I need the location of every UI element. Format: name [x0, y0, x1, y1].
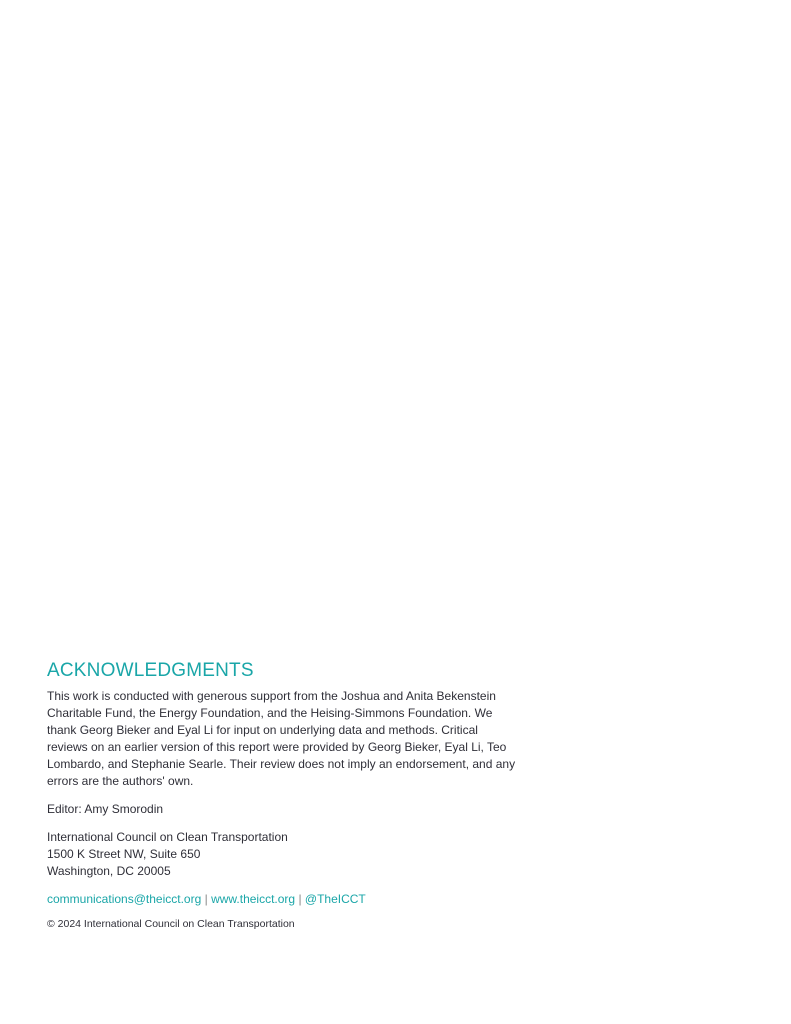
acknowledgments-paragraph — [47, 688, 567, 790]
email-link[interactable]: communications@theicct.org — [47, 892, 202, 906]
paragraph-line: reviews on an earlier version of this report were provided by Georg Bieker, Eyal Li, Teo — [47, 740, 507, 754]
social-link[interactable]: @TheICCT — [304, 892, 366, 906]
separator: | — [204, 892, 208, 906]
acknowledgments-heading: ACKNOWLEDGMENTS — [47, 660, 254, 681]
paragraph-line: errors are the authors' own. — [47, 774, 194, 788]
mailing-address — [47, 829, 567, 880]
paragraph-line: thank Georg Bieker and Eyal Li for input on underlying data and methods. Critical — [47, 723, 478, 737]
acknowledgments-section — [47, 659, 567, 932]
contact-links — [47, 891, 567, 908]
address-org: International Council on Clean Transportation — [47, 830, 288, 844]
editor-credit: Editor: Amy Smorodin — [47, 802, 164, 816]
address-street: 1500 K Street NW, Suite 650 — [47, 847, 201, 861]
website-link[interactable]: www.theicct.org — [211, 892, 296, 906]
paragraph-line: This work is conducted with generous support from the Joshua and Anita Bekenstein — [47, 689, 496, 703]
address-city: Washington, DC 20005 — [47, 864, 171, 878]
copyright-notice: © 2024 International Council on Clean Transportation — [47, 918, 295, 930]
separator: | — [298, 892, 302, 906]
paragraph-line: Charitable Fund, the Energy Foundation, and the Heising-Simmons Foundation. We — [47, 706, 493, 720]
paragraph-line: Lombardo, and Stephanie Searle. Their review does not imply an endorsement, and any — [47, 757, 516, 771]
